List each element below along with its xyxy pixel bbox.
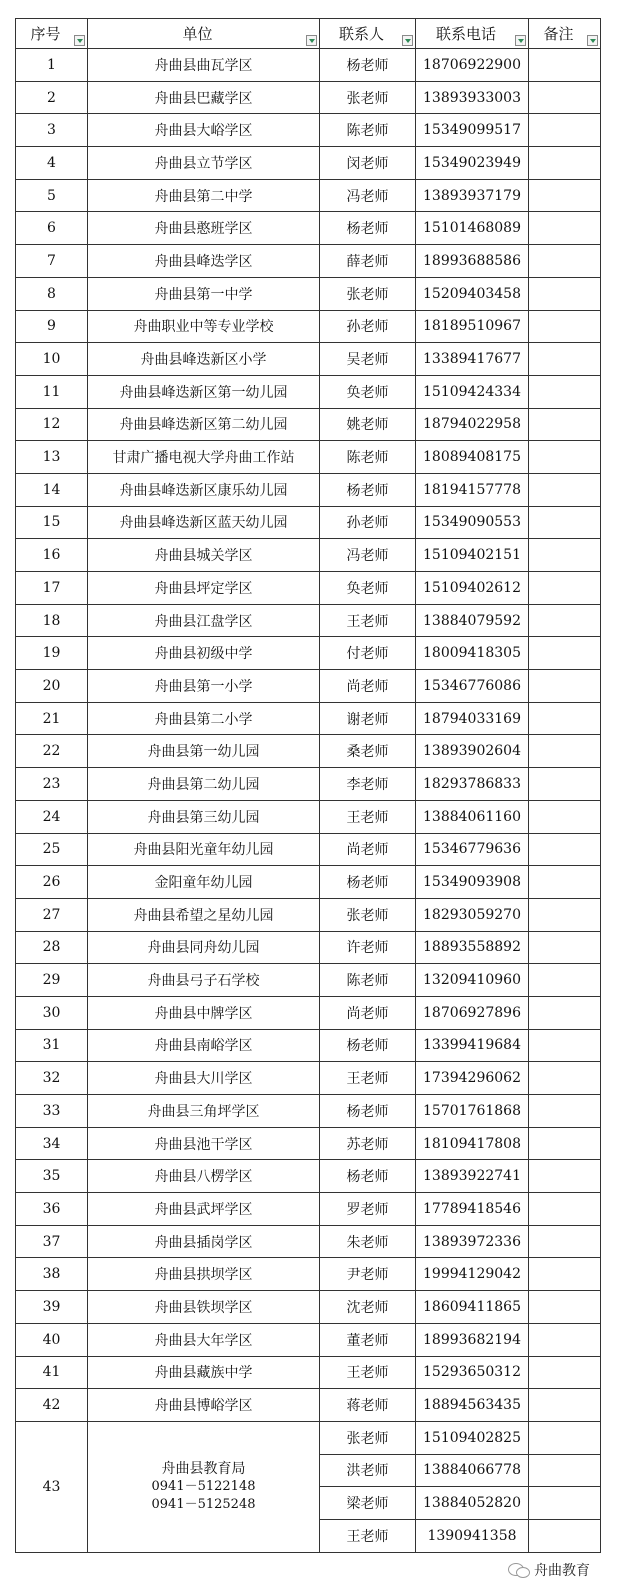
table-row	[16, 1062, 601, 1095]
cell-unit: 舟曲县博峪学区	[88, 1389, 320, 1422]
cell-phone: 13389417677	[416, 343, 529, 376]
cell-unit: 舟曲县南峪学区	[88, 1029, 320, 1062]
cell-seq: 25	[16, 833, 88, 866]
cell-phone: 18794033169	[416, 702, 529, 735]
cell-phone: 18293059270	[416, 898, 529, 931]
cell-contact: 尚老师	[320, 670, 416, 703]
bureau-name: 舟曲县教育局	[161, 1460, 246, 1477]
table-row	[16, 1291, 601, 1324]
cell-contact: 王老师	[320, 1519, 416, 1552]
cell-note	[529, 375, 601, 408]
cell-seq: 22	[16, 735, 88, 768]
cell-seq: 13	[16, 441, 88, 474]
table-row	[16, 1421, 601, 1454]
cell-phone: 18993682194	[416, 1323, 529, 1356]
cell-seq: 2	[16, 81, 88, 114]
cell-unit: 舟曲县巴藏学区	[88, 81, 320, 114]
table-row	[16, 539, 601, 572]
table-row	[16, 310, 601, 343]
cell-phone: 18009418305	[416, 637, 529, 670]
watermark	[508, 1560, 616, 1580]
cell-contact: 许老师	[320, 931, 416, 964]
cell-note	[529, 1356, 601, 1389]
cell-note	[529, 147, 601, 180]
cell-unit-bureau	[88, 1421, 320, 1552]
cell-unit: 舟曲县峰迭新区康乐幼儿园	[88, 473, 320, 506]
cell-phone: 13209410960	[416, 964, 529, 997]
table-row	[16, 702, 601, 735]
cell-seq: 37	[16, 1225, 88, 1258]
cell-note	[529, 473, 601, 506]
cell-unit: 舟曲县峰迭新区小学	[88, 343, 320, 376]
cell-phone: 15346779636	[416, 833, 529, 866]
cell-note	[529, 1062, 601, 1095]
table-row	[16, 637, 601, 670]
table-row	[16, 375, 601, 408]
header-contact-label: 联系人	[338, 25, 384, 43]
cell-contact: 王老师	[320, 604, 416, 637]
table-row	[16, 768, 601, 801]
cell-note	[529, 1127, 601, 1160]
cell-note	[529, 1291, 601, 1324]
cell-unit: 舟曲县铁坝学区	[88, 1291, 320, 1324]
cell-note	[529, 1193, 601, 1226]
cell-contact: 杨老师	[320, 212, 416, 245]
cell-unit: 舟曲县池干学区	[88, 1127, 320, 1160]
table-row	[16, 408, 601, 441]
table-row	[16, 441, 601, 474]
table-row	[16, 245, 601, 278]
cell-unit: 舟曲县希望之星幼儿园	[88, 898, 320, 931]
cell-seq: 38	[16, 1258, 88, 1291]
cell-phone: 13884079592	[416, 604, 529, 637]
cell-seq: 9	[16, 310, 88, 343]
cell-note	[529, 670, 601, 703]
cell-note	[529, 735, 601, 768]
header-note	[529, 19, 601, 49]
cell-phone: 15349093908	[416, 866, 529, 899]
cell-phone: 18706922900	[416, 49, 529, 82]
cell-contact: 陈老师	[320, 114, 416, 147]
cell-unit: 舟曲县峰迭新区第二幼儿园	[88, 408, 320, 441]
cell-unit: 舟曲县峰迭新区蓝天幼儿园	[88, 506, 320, 539]
table-header-row	[16, 19, 601, 49]
cell-seq: 31	[16, 1029, 88, 1062]
header-seq	[16, 19, 88, 49]
table-row	[16, 147, 601, 180]
bureau-phone-2: 0941－5125248	[151, 1496, 256, 1512]
cell-contact: 李老师	[320, 768, 416, 801]
cell-contact: 尹老师	[320, 1258, 416, 1291]
cell-note	[529, 179, 601, 212]
cell-seq: 1	[16, 49, 88, 82]
cell-contact: 王老师	[320, 800, 416, 833]
cell-phone: 15109402612	[416, 572, 529, 605]
cell-contact: 苏老师	[320, 1127, 416, 1160]
cell-seq: 27	[16, 898, 88, 931]
cell-unit: 舟曲县大川学区	[88, 1062, 320, 1095]
table-row	[16, 506, 601, 539]
cell-unit: 舟曲县城关学区	[88, 539, 320, 572]
cell-note	[529, 441, 601, 474]
cell-phone: 15349023949	[416, 147, 529, 180]
cell-phone: 13893937179	[416, 179, 529, 212]
cell-unit: 舟曲县第二幼儿园	[88, 768, 320, 801]
wechat-icon	[508, 1562, 530, 1578]
table-row	[16, 735, 601, 768]
cell-phone: 15209403458	[416, 277, 529, 310]
cell-seq: 32	[16, 1062, 88, 1095]
cell-phone: 13893902604	[416, 735, 529, 768]
cell-phone: 18794022958	[416, 408, 529, 441]
cell-note	[529, 1323, 601, 1356]
cell-note	[529, 277, 601, 310]
cell-contact: 孙老师	[320, 310, 416, 343]
cell-phone: 15349090553	[416, 506, 529, 539]
table-row	[16, 866, 601, 899]
cell-unit: 舟曲县第一中学	[88, 277, 320, 310]
cell-contact: 张老师	[320, 81, 416, 114]
cell-contact: 薛老师	[320, 245, 416, 278]
cell-seq: 11	[16, 375, 88, 408]
cell-contact: 闵老师	[320, 147, 416, 180]
cell-phone: 15701761868	[416, 1095, 529, 1128]
cell-note	[529, 898, 601, 931]
cell-phone: 15109402151	[416, 539, 529, 572]
table-row	[16, 670, 601, 703]
cell-contact: 杨老师	[320, 49, 416, 82]
cell-contact: 洪老师	[320, 1454, 416, 1487]
table-row	[16, 277, 601, 310]
cell-phone: 17394296062	[416, 1062, 529, 1095]
filter-dropdown-icon[interactable]	[74, 35, 85, 46]
cell-seq: 10	[16, 343, 88, 376]
cell-unit: 舟曲县初级中学	[88, 637, 320, 670]
cell-contact: 冯老师	[320, 539, 416, 572]
cell-unit: 舟曲县憨班学区	[88, 212, 320, 245]
cell-phone: 18893558892	[416, 931, 529, 964]
table-row	[16, 1389, 601, 1422]
cell-note	[529, 1258, 601, 1291]
cell-unit: 舟曲县江盘学区	[88, 604, 320, 637]
cell-unit: 舟曲县第二中学	[88, 179, 320, 212]
filter-dropdown-icon[interactable]	[306, 35, 317, 46]
cell-unit: 舟曲县第二小学	[88, 702, 320, 735]
table-row	[16, 1127, 601, 1160]
cell-unit: 舟曲县大峪学区	[88, 114, 320, 147]
filter-dropdown-icon[interactable]	[587, 35, 598, 46]
cell-contact: 姚老师	[320, 408, 416, 441]
cell-seq: 6	[16, 212, 88, 245]
header-phone-label: 联系电话	[435, 25, 496, 43]
table-row	[16, 343, 601, 376]
cell-note	[529, 931, 601, 964]
cell-contact: 杨老师	[320, 1095, 416, 1128]
cell-phone: 15101468089	[416, 212, 529, 245]
cell-phone: 18894563435	[416, 1389, 529, 1422]
cell-contact: 王老师	[320, 1062, 416, 1095]
cell-unit: 金阳童年幼儿园	[88, 866, 320, 899]
cell-seq: 15	[16, 506, 88, 539]
header-contact	[320, 19, 416, 49]
cell-phone: 13884066778	[416, 1454, 529, 1487]
bureau-phone-1: 0941－5122148	[151, 1478, 256, 1494]
cell-unit: 舟曲县三角坪学区	[88, 1095, 320, 1128]
cell-seq: 30	[16, 996, 88, 1029]
header-seq-label: 序号	[30, 25, 61, 43]
cell-contact: 沈老师	[320, 1291, 416, 1324]
header-phone	[416, 19, 529, 49]
cell-note	[529, 833, 601, 866]
table-row	[16, 572, 601, 605]
cell-phone: 15109424334	[416, 375, 529, 408]
cell-phone: 17789418546	[416, 1193, 529, 1226]
header-unit-label: 单位	[182, 25, 213, 43]
table-body	[16, 49, 601, 1553]
cell-contact: 杨老师	[320, 866, 416, 899]
cell-note	[529, 800, 601, 833]
cell-phone: 13884052820	[416, 1487, 529, 1520]
cell-note	[529, 506, 601, 539]
cell-contact: 谢老师	[320, 702, 416, 735]
cell-contact: 吴老师	[320, 343, 416, 376]
table-row	[16, 1160, 601, 1193]
table-row	[16, 604, 601, 637]
cell-seq: 20	[16, 670, 88, 703]
cell-seq: 23	[16, 768, 88, 801]
cell-seq: 43	[16, 1421, 88, 1552]
cell-seq: 17	[16, 572, 88, 605]
cell-unit: 舟曲县大年学区	[88, 1323, 320, 1356]
cell-seq: 41	[16, 1356, 88, 1389]
cell-unit: 舟曲县藏族中学	[88, 1356, 320, 1389]
cell-seq: 39	[16, 1291, 88, 1324]
cell-contact: 董老师	[320, 1323, 416, 1356]
cell-contact: 张老师	[320, 1421, 416, 1454]
cell-unit: 舟曲县峰迭学区	[88, 245, 320, 278]
cell-seq: 26	[16, 866, 88, 899]
cell-seq: 42	[16, 1389, 88, 1422]
cell-note	[529, 408, 601, 441]
cell-phone: 13893972336	[416, 1225, 529, 1258]
cell-note	[529, 1421, 601, 1454]
cell-contact: 奂老师	[320, 572, 416, 605]
cell-seq: 34	[16, 1127, 88, 1160]
cell-unit: 舟曲职业中等专业学校	[88, 310, 320, 343]
table-row	[16, 179, 601, 212]
cell-unit: 舟曲县第一小学	[88, 670, 320, 703]
cell-unit: 舟曲县曲瓦学区	[88, 49, 320, 82]
cell-seq: 14	[16, 473, 88, 506]
cell-phone: 18609411865	[416, 1291, 529, 1324]
cell-contact: 张老师	[320, 898, 416, 931]
cell-phone: 18194157778	[416, 473, 529, 506]
cell-contact: 陈老师	[320, 441, 416, 474]
cell-note	[529, 49, 601, 82]
cell-phone: 18993688586	[416, 245, 529, 278]
cell-phone: 19994129042	[416, 1258, 529, 1291]
cell-note	[529, 343, 601, 376]
table-row	[16, 1323, 601, 1356]
cell-unit: 舟曲县阳光童年幼儿园	[88, 833, 320, 866]
cell-unit: 舟曲县弓子石学校	[88, 964, 320, 997]
cell-phone: 13399419684	[416, 1029, 529, 1062]
cell-contact: 桑老师	[320, 735, 416, 768]
cell-contact: 杨老师	[320, 1160, 416, 1193]
cell-unit: 舟曲县中牌学区	[88, 996, 320, 1029]
cell-phone: 18089408175	[416, 441, 529, 474]
cell-seq: 4	[16, 147, 88, 180]
cell-phone: 18293786833	[416, 768, 529, 801]
table-row	[16, 1225, 601, 1258]
cell-seq: 21	[16, 702, 88, 735]
cell-contact: 杨老师	[320, 473, 416, 506]
table-row	[16, 212, 601, 245]
cell-contact: 尚老师	[320, 996, 416, 1029]
cell-note	[529, 637, 601, 670]
cell-phone: 13884061160	[416, 800, 529, 833]
filter-dropdown-icon[interactable]	[515, 35, 526, 46]
cell-phone: 1390941358	[416, 1519, 529, 1552]
header-unit	[88, 19, 320, 49]
cell-note	[529, 866, 601, 899]
cell-contact: 付老师	[320, 637, 416, 670]
cell-note	[529, 1389, 601, 1422]
cell-unit: 舟曲县立节学区	[88, 147, 320, 180]
cell-note	[529, 702, 601, 735]
cell-contact: 朱老师	[320, 1225, 416, 1258]
table-row	[16, 49, 601, 82]
cell-note	[529, 1519, 601, 1552]
cell-note	[529, 1160, 601, 1193]
cell-note	[529, 81, 601, 114]
cell-phone: 18189510967	[416, 310, 529, 343]
cell-seq: 8	[16, 277, 88, 310]
table-row	[16, 833, 601, 866]
cell-contact: 蒋老师	[320, 1389, 416, 1422]
cell-phone: 13893922741	[416, 1160, 529, 1193]
cell-seq: 7	[16, 245, 88, 278]
cell-contact: 尚老师	[320, 833, 416, 866]
cell-seq: 35	[16, 1160, 88, 1193]
table-row	[16, 1193, 601, 1226]
cell-seq: 16	[16, 539, 88, 572]
cell-seq: 5	[16, 179, 88, 212]
cell-note	[529, 768, 601, 801]
cell-contact: 奂老师	[320, 375, 416, 408]
cell-contact: 王老师	[320, 1356, 416, 1389]
cell-phone: 18706927896	[416, 996, 529, 1029]
table-row	[16, 473, 601, 506]
watermark-text: 舟曲教育	[534, 1563, 590, 1579]
cell-note	[529, 964, 601, 997]
cell-seq: 3	[16, 114, 88, 147]
table-row	[16, 996, 601, 1029]
table-row	[16, 1258, 601, 1291]
cell-phone: 18109417808	[416, 1127, 529, 1160]
cell-note	[529, 212, 601, 245]
cell-unit: 舟曲县第一幼儿园	[88, 735, 320, 768]
cell-unit: 舟曲县武坪学区	[88, 1193, 320, 1226]
cell-seq: 19	[16, 637, 88, 670]
cell-seq: 36	[16, 1193, 88, 1226]
cell-seq: 40	[16, 1323, 88, 1356]
cell-unit: 舟曲县峰迭新区第一幼儿园	[88, 375, 320, 408]
cell-note	[529, 310, 601, 343]
cell-note	[529, 1487, 601, 1520]
cell-contact: 张老师	[320, 277, 416, 310]
cell-note	[529, 245, 601, 278]
cell-note	[529, 114, 601, 147]
cell-unit: 舟曲县拱坝学区	[88, 1258, 320, 1291]
cell-unit: 舟曲县第三幼儿园	[88, 800, 320, 833]
cell-phone: 15346776086	[416, 670, 529, 703]
cell-phone: 15109402825	[416, 1421, 529, 1454]
cell-contact: 陈老师	[320, 964, 416, 997]
cell-seq: 33	[16, 1095, 88, 1128]
cell-seq: 12	[16, 408, 88, 441]
table-row	[16, 1095, 601, 1128]
cell-note	[529, 539, 601, 572]
table-row	[16, 114, 601, 147]
cell-note	[529, 1225, 601, 1258]
table-row	[16, 931, 601, 964]
filter-dropdown-icon[interactable]	[402, 35, 413, 46]
table-row	[16, 800, 601, 833]
cell-contact: 罗老师	[320, 1193, 416, 1226]
table-row	[16, 1356, 601, 1389]
cell-unit: 舟曲县八楞学区	[88, 1160, 320, 1193]
cell-note	[529, 604, 601, 637]
cell-note	[529, 1095, 601, 1128]
cell-unit: 甘肃广播电视大学舟曲工作站	[88, 441, 320, 474]
table-row	[16, 81, 601, 114]
table-row	[16, 964, 601, 997]
cell-note	[529, 996, 601, 1029]
cell-note	[529, 1029, 601, 1062]
cell-unit: 舟曲县坪定学区	[88, 572, 320, 605]
cell-seq: 29	[16, 964, 88, 997]
cell-phone: 13893933003	[416, 81, 529, 114]
cell-seq: 28	[16, 931, 88, 964]
header-note-label: 备注	[543, 25, 574, 43]
cell-note	[529, 572, 601, 605]
cell-contact: 冯老师	[320, 179, 416, 212]
cell-contact: 杨老师	[320, 1029, 416, 1062]
cell-unit: 舟曲县同舟幼儿园	[88, 931, 320, 964]
cell-phone: 15293650312	[416, 1356, 529, 1389]
contacts-table	[15, 18, 601, 1553]
table-row	[16, 1029, 601, 1062]
cell-contact: 孙老师	[320, 506, 416, 539]
cell-seq: 18	[16, 604, 88, 637]
table-row	[16, 898, 601, 931]
cell-seq: 24	[16, 800, 88, 833]
cell-unit: 舟曲县插岗学区	[88, 1225, 320, 1258]
cell-phone: 15349099517	[416, 114, 529, 147]
cell-contact: 梁老师	[320, 1487, 416, 1520]
cell-note	[529, 1454, 601, 1487]
